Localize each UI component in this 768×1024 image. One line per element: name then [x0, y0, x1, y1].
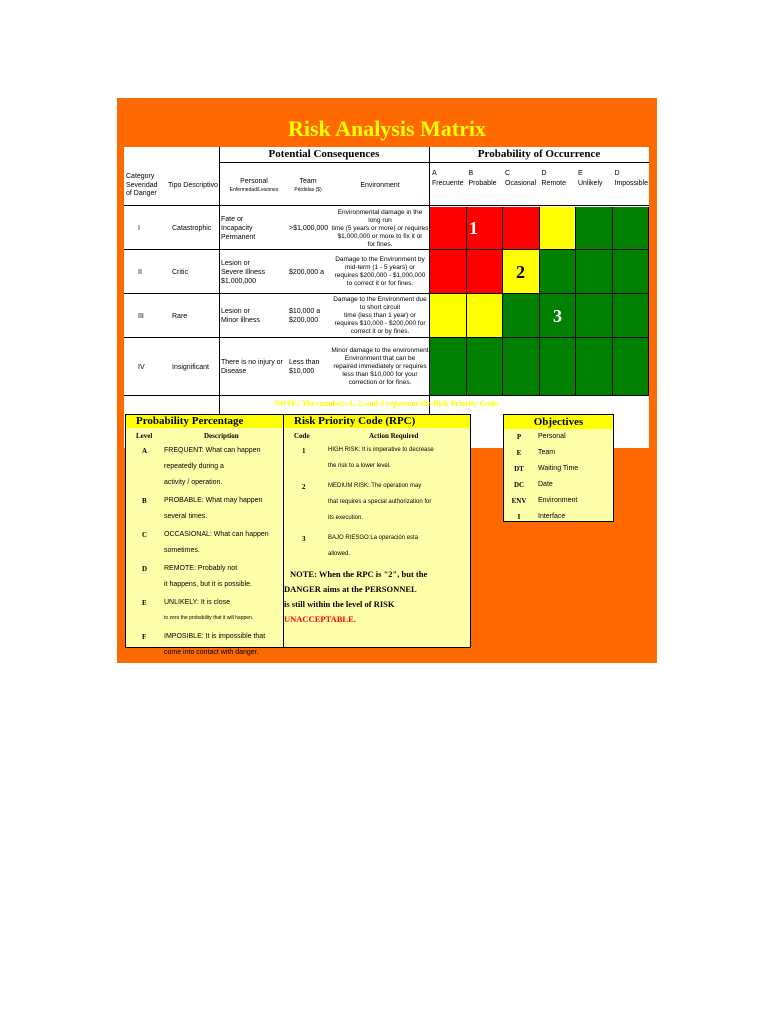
risk-cell-yel	[467, 294, 504, 337]
probability-box-title: Probability Percentage	[126, 415, 284, 428]
objective-code: P	[516, 433, 522, 441]
rpc-action-line: HIGH RISK: It is imperative to decrease	[328, 447, 434, 453]
objective-label: Personal	[538, 433, 566, 440]
objective-label: Date	[538, 481, 553, 488]
probability-header: Probability of Occurrence	[429, 147, 649, 163]
team-consequence: $200,000 a	[289, 268, 325, 276]
objectives-box	[503, 414, 614, 522]
environment-line: correction or for fines.	[348, 379, 412, 386]
environment-line: correct it or by fines.	[350, 328, 410, 335]
matrix-row	[124, 250, 649, 294]
environment-line: requires $10,000 - $200,000 for	[334, 320, 426, 327]
risk-cell-yel	[430, 294, 467, 337]
prob-col-label: Unlikely	[578, 180, 603, 187]
objective-code: DC	[513, 481, 525, 489]
risk-cell-grn	[613, 338, 650, 395]
page-title: Risk Analysis Matrix	[287, 116, 487, 141]
rpc-action-line: BAJO RIESGO:La operación esta	[328, 535, 419, 541]
personal-consequence	[221, 250, 289, 294]
prob-col-label: Probable	[468, 180, 497, 187]
environment-line: time (less than 1 year) or	[344, 312, 416, 319]
matrix-row	[124, 294, 649, 338]
risk-cell-grn	[430, 338, 467, 395]
environment-line: Damage to the Environment due to short circuit	[333, 296, 427, 311]
personal-consequence	[221, 294, 289, 338]
objective-code: I	[517, 513, 521, 521]
environment-line: time (5 years or more) or requires	[331, 224, 429, 232]
rpc-personnel-note: NOTE: When the RPC is "2", but the DANGER aims at the PERSONNEL is still within the level of RISK UNACCEPTABLE.	[284, 567, 468, 627]
rpc-action-line: that requires a special authorization for	[328, 499, 432, 505]
probability-desc-line: REMOTE: Probably not	[164, 565, 238, 572]
personal-line: Permanent	[221, 234, 256, 241]
tipo-col-header: Tipo Descriptivo	[168, 181, 218, 189]
objective-code: DT	[514, 465, 524, 473]
divider	[124, 205, 649, 206]
probability-level: A	[142, 447, 148, 455]
prob-col-letter: E	[578, 170, 583, 177]
objective-label: Environment	[538, 497, 578, 504]
prob-col-letter: C	[505, 170, 511, 177]
personal-line: Severe Illness $1,000,000	[221, 268, 265, 285]
severity-type: Catastrophic	[172, 225, 212, 232]
prob-col-header	[430, 169, 467, 203]
risk-cell-grn	[576, 294, 613, 337]
risk-cell-grn	[613, 294, 650, 337]
personal-line: Fate or	[221, 216, 244, 223]
environment-line: less than $10,000 for your	[342, 371, 418, 378]
probability-level: E	[142, 599, 147, 607]
risk-cell-grn	[576, 207, 613, 249]
action-col-header: Action Required	[369, 432, 419, 440]
prob-col-letter: D	[541, 170, 547, 177]
code-col-header: Code	[294, 432, 310, 440]
environment-line: Damage to the Environment by	[335, 256, 425, 263]
category-col-header: Category Severidad of Danger	[126, 173, 158, 198]
probability-level: B	[142, 497, 147, 505]
risk-cell-grn	[576, 250, 613, 293]
rpc-note: NOTE: The numbers 1, 2, and 3 represent the Risk Priority Code.	[274, 399, 500, 408]
environment-consequence	[331, 338, 429, 396]
objective-code: E	[516, 449, 522, 457]
team-consequence: $10,000 a $200,000	[289, 308, 321, 324]
consequences-header: Potential Consequences	[219, 147, 429, 163]
environment-line: Environmental damage in the long run	[337, 208, 423, 224]
severity-category: III	[138, 312, 144, 320]
prob-col-letter: B	[468, 170, 474, 177]
matrix-row	[124, 338, 649, 396]
risk-cell-red	[430, 207, 467, 249]
prob-col-header	[540, 169, 577, 203]
risk-cell-grn	[613, 207, 650, 249]
environment-col-header: Environment	[360, 181, 400, 189]
environment-line: repaired immediately or requires	[333, 363, 427, 370]
severity-category: I	[138, 225, 140, 232]
environment-consequence	[331, 250, 429, 294]
objectives-title: Objectives	[504, 415, 613, 429]
risk-cell-red	[467, 250, 504, 293]
rpc-action-line: allowed.	[328, 551, 351, 557]
environment-line: Minor damage to the environment	[331, 347, 429, 354]
risk-cell-yel	[540, 207, 577, 249]
objective-label: Team	[538, 449, 556, 456]
level-col-header: Level	[136, 432, 153, 440]
probability-desc-line: FREQUENT: What can happen	[164, 447, 261, 454]
personal-consequence	[221, 207, 289, 250]
prob-col-header	[503, 169, 540, 203]
probability-desc-line: come into contact with danger.	[164, 649, 259, 656]
risk-cell-grn	[503, 294, 540, 337]
personal-consequence	[221, 338, 289, 396]
rpc-action-line: its execution.	[328, 515, 364, 521]
personal-line: There is no injury or	[221, 359, 283, 366]
risk-cell-grn	[503, 338, 540, 395]
probability-desc-line: several times.	[164, 513, 208, 520]
rpc-action-line: the risk to a lower level.	[328, 463, 391, 469]
objective-code: ENV	[511, 497, 527, 505]
risk-cell-red	[430, 250, 467, 293]
environment-consequence	[331, 207, 429, 250]
risk-cell-grn	[576, 338, 613, 395]
personal-line: Lesion or	[221, 259, 250, 267]
risk-cell-red	[503, 207, 540, 249]
probability-level: D	[142, 565, 148, 573]
prob-col-header	[613, 169, 650, 203]
prob-col-label: Remote	[541, 180, 567, 187]
risk-cell-grn	[540, 338, 577, 395]
objective-label: Interface	[538, 513, 566, 520]
team-consequence: >$1,000,000	[289, 225, 329, 232]
severity-type: Rare	[172, 312, 188, 320]
environment-line: requires $200,000 - $1,000,000	[334, 272, 426, 279]
severity-type: Insignificant	[172, 363, 209, 371]
prob-col-header	[576, 169, 613, 203]
prob-col-label: Impossible	[614, 180, 648, 187]
personal-line: Disease	[221, 368, 247, 375]
description-col-header: Description	[204, 432, 239, 440]
rpc-code: 3	[302, 535, 306, 543]
severity-type: Critic	[172, 268, 188, 276]
severity-category: II	[138, 268, 142, 276]
probability-desc-line: IMPOSIBLE: It is impossible that	[164, 633, 266, 640]
risk-cell-grn	[540, 250, 577, 293]
environment-line: mid-term (1 - 5 years) or	[344, 264, 416, 271]
prob-col-letter: A	[432, 170, 437, 177]
personal-line: Lesion or	[221, 308, 250, 315]
probability-level: F	[142, 633, 147, 641]
prob-col-label: Frecuente	[432, 180, 464, 187]
risk-cell-grn	[467, 338, 504, 395]
rpc-code: 2	[302, 483, 306, 491]
unacceptable-label: UNACCEPTABLE.	[284, 614, 356, 624]
probability-desc-line: UNLIKELY: It is close	[164, 599, 231, 606]
probability-desc-line: activity / operation.	[164, 479, 223, 486]
personal-line: Minor illness	[221, 317, 260, 324]
probability-desc-line: OCCASIONAL: What can happen	[164, 531, 269, 538]
probability-level: C	[142, 531, 148, 539]
environment-line: to correct it or for fines.	[346, 280, 414, 287]
objective-label: Waiting Time	[538, 465, 579, 472]
rpc-number: 2	[516, 261, 525, 282]
environment-consequence	[331, 294, 429, 338]
team-consequence: Less than $10,000	[289, 359, 320, 375]
prob-col-header	[467, 169, 504, 203]
severity-category: IV	[138, 363, 145, 371]
probability-desc-line: to zero the probability that it will happen.	[164, 615, 254, 621]
rpc-code: 1	[302, 447, 306, 455]
personal-col-header: Personal Enfermedad/Lesiones	[229, 177, 279, 193]
personal-line: Incapacity	[221, 225, 253, 232]
prob-col-label: Ocasional	[505, 180, 537, 187]
probability-desc-line: it happens, but it is possible.	[164, 581, 252, 588]
prob-col-letter: D	[614, 170, 620, 177]
probability-desc-line: PROBABLE: What may happen	[164, 497, 263, 504]
probability-col-headers	[430, 169, 649, 203]
environment-line: Environment that can be	[344, 355, 416, 362]
rpc-action-line: MEDIUM RISK: The operation may	[328, 483, 422, 489]
probability-box	[125, 414, 285, 656]
risk-cell-grn	[613, 250, 650, 293]
rpc-box-title: Risk Priority Code (RPC)	[284, 415, 470, 428]
environment-line: for fines.	[367, 240, 393, 248]
rpc-number: 3	[553, 305, 562, 326]
probability-desc-line: sometimes.	[164, 547, 200, 554]
rpc-box	[283, 414, 471, 648]
environment-line: $1,000,000 or more to fix it or	[337, 232, 423, 240]
team-col-header: Team Pérdidas ($)	[294, 177, 322, 193]
matrix-rows	[124, 207, 649, 448]
risk-panel	[117, 98, 657, 663]
matrix-row	[124, 207, 649, 250]
probability-desc-line: repeatedly during a	[164, 463, 224, 470]
rpc-number: 1	[469, 218, 478, 238]
